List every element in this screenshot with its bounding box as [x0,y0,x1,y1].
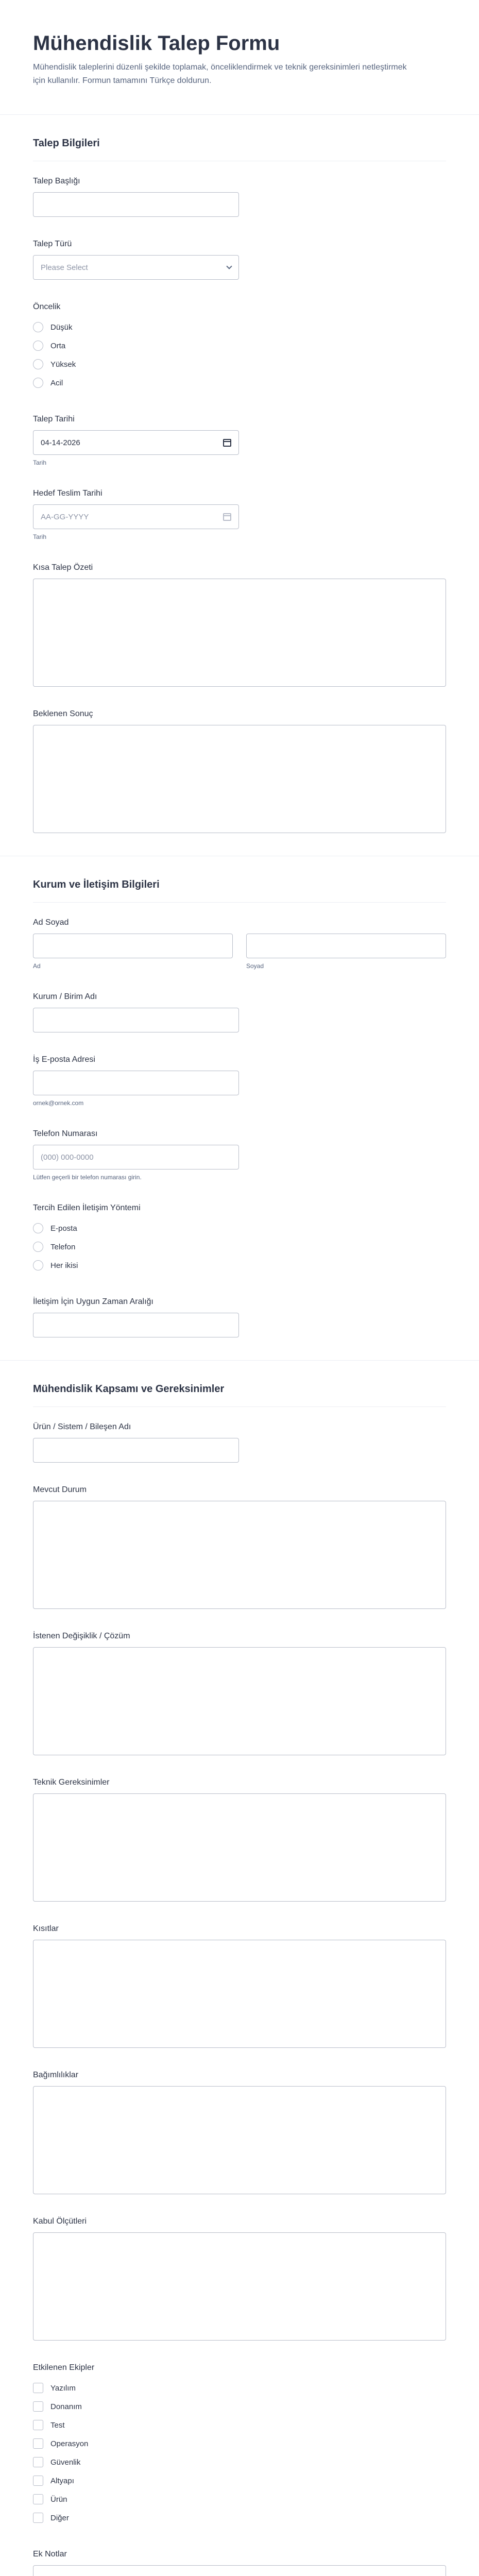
field-dependencies [33,2071,446,2194]
option-label: Her ikisi [50,1261,78,1270]
radio-button[interactable] [33,1223,43,1233]
option-label: Orta [50,341,66,350]
section-title: Talep Bilgileri [33,138,446,161]
section-scope [0,1361,479,2576]
request-type-select[interactable] [33,255,239,280]
first-name-input[interactable] [33,934,233,958]
request-type-label: Talep Türü [33,240,72,248]
target-date-placeholder: AA-GG-YYYY [41,512,89,521]
checkbox[interactable] [33,2401,43,2412]
teams-option[interactable] [33,2434,446,2453]
dependencies-textarea[interactable] [33,2086,446,2194]
contact-method-option[interactable] [33,1238,446,1256]
phone-sublabel: Lütfen geçerli bir telefon numarası girin. [33,1174,142,1181]
option-label: Ürün [50,2495,67,2504]
contact-method-option[interactable] [33,1256,446,1275]
teams-option[interactable] [33,2379,446,2397]
checkbox[interactable] [33,2383,43,2393]
teams-option[interactable] [33,2490,446,2509]
radio-button[interactable] [33,341,43,351]
field-product [33,1422,446,1463]
option-label: Düşük [50,323,73,332]
request-type-placeholder: Please Select [41,263,88,272]
expected-result-label: Beklenen Sonuç [33,709,93,718]
option-label: E-posta [50,1224,77,1233]
radio-button[interactable] [33,1260,43,1270]
section-contact-info [0,856,479,1361]
calendar-icon[interactable] [223,439,231,447]
option-label: Diğer [50,2513,69,2522]
current-state-label: Mevcut Durum [33,1485,87,1494]
unit-label: Kurum / Birim Adı [33,992,97,1001]
field-expected-result [33,709,446,833]
option-label: Operasyon [50,2439,89,2448]
field-contact-time [33,1297,446,1337]
field-teams [33,2363,446,2527]
field-request-date [33,415,446,466]
field-unit [33,992,446,1032]
calendar-icon[interactable] [223,513,231,521]
requested-change-label: İstenen Değişiklik / Çözüm [33,1632,130,1640]
priority-label: Öncelik [33,302,61,311]
field-email [33,1055,446,1107]
teams-option[interactable] [33,2471,446,2490]
option-label: Yüksek [50,360,76,369]
section-title: Mühendislik Kapsamı ve Gereksinimler [33,1383,446,1407]
form-title: Mühendislik Talep Formu [33,32,280,55]
request-date-sublabel: Tarih [33,459,47,466]
request-date-input[interactable] [33,430,239,455]
field-additional-notes [33,2550,446,2576]
constraints-label: Kısıtlar [33,1924,59,1933]
checkbox[interactable] [33,2513,43,2523]
option-label: Donanım [50,2402,82,2411]
target-date-sublabel: Tarih [33,533,47,540]
checkbox[interactable] [33,2420,43,2430]
product-label: Ürün / Sistem / Bileşen Adı [33,1422,131,1431]
last-name-sublabel: Soyad [246,962,264,970]
priority-option[interactable] [33,355,446,374]
field-full-name [33,918,446,970]
email-label: İş E-posta Adresi [33,1055,95,1064]
form-description: Mühendislik taleplerini düzenli şekilde toplamak, önceliklendirmek ve teknik gereksinimleri netleştirmek için kullanılır. Formun tamamını Türkçe doldurun. [33,63,407,85]
phone-label: Telefon Numarası [33,1129,98,1138]
first-name-wrap [33,934,233,970]
technical-requirements-label: Teknik Gereksinimler [33,1778,110,1787]
email-sublabel: ornek@ornek.com [33,1099,84,1107]
field-constraints [33,1924,446,2048]
priority-option[interactable] [33,318,446,336]
contact-method-label: Tercih Edilen İletişim Yöntemi [33,1204,141,1212]
field-current-state [33,1485,446,1609]
full-name-label: Ad Soyad [33,918,69,927]
teams-option[interactable] [33,2416,446,2434]
teams-option[interactable] [33,2453,446,2471]
summary-label: Kısa Talep Özeti [33,563,93,572]
unit-input[interactable] [33,1008,239,1032]
field-requested-change [33,1632,446,1755]
radio-button[interactable] [33,322,43,332]
option-label: Test [50,2420,65,2430]
phone-input[interactable] [33,1145,239,1170]
current-state-textarea[interactable] [33,1501,446,1609]
radio-button[interactable] [33,359,43,369]
request-title-input[interactable] [33,192,239,217]
option-label: Acil [50,378,63,387]
field-contact-method [33,1204,446,1275]
option-label: Yazılım [50,2383,76,2393]
section-request-info [0,115,479,856]
checkbox[interactable] [33,2494,43,2504]
request-title-label: Talep Başlığı [33,177,80,185]
contact-time-label: İletişim İçin Uygun Zaman Aralığı [33,1297,153,1306]
email-input[interactable] [33,1071,239,1095]
priority-option[interactable] [33,374,446,392]
acceptance-label: Kabul Ölçütleri [33,2217,87,2226]
teams-option[interactable] [33,2397,446,2416]
option-label: Güvenlik [50,2458,81,2467]
teams-option[interactable] [33,2509,446,2527]
requested-change-textarea[interactable] [33,1647,446,1755]
chevron-down-icon [226,263,232,269]
request-date-label: Talep Tarihi [33,415,75,423]
field-request-type [33,240,446,280]
technical-requirements-textarea[interactable] [33,1793,446,1902]
option-label: Altyapı [50,2476,74,2485]
checkbox[interactable] [33,2457,43,2467]
field-priority [33,302,446,392]
radio-button[interactable] [33,378,43,388]
teams-label: Etkilenen Ekipler [33,2363,95,2372]
summary-textarea[interactable] [33,579,446,687]
contact-method-option[interactable] [33,1219,446,1238]
priority-option[interactable] [33,336,446,355]
acceptance-textarea[interactable] [33,2232,446,2341]
form-header [0,0,479,115]
name-row [33,934,446,970]
field-technical-requirements [33,1778,446,1902]
first-name-sublabel: Ad [33,962,41,970]
expected-result-textarea[interactable] [33,725,446,833]
field-target-date [33,489,446,540]
target-date-input[interactable] [33,504,239,529]
contact-time-input[interactable] [33,1313,239,1337]
additional-notes-textarea[interactable] [33,2565,446,2576]
checkbox[interactable] [33,2476,43,2486]
dependencies-label: Bağımlılıklar [33,2071,79,2079]
last-name-wrap [246,934,446,970]
last-name-input[interactable] [246,934,446,958]
product-input[interactable] [33,1438,239,1463]
field-request-title [33,177,446,217]
additional-notes-label: Ek Notlar [33,2550,67,2558]
field-phone [33,1129,446,1181]
checkbox[interactable] [33,2438,43,2449]
option-label: Telefon [50,1242,76,1251]
constraints-textarea[interactable] [33,1940,446,2048]
phone-placeholder: (000) 000-0000 [41,1153,94,1162]
field-summary [33,563,446,687]
target-date-label: Hedef Teslim Tarihi [33,489,102,498]
field-acceptance [33,2217,446,2341]
request-date-value: 04-14-2026 [41,438,80,447]
section-title: Kurum ve İletişim Bilgileri [33,879,446,903]
radio-button[interactable] [33,1242,43,1252]
